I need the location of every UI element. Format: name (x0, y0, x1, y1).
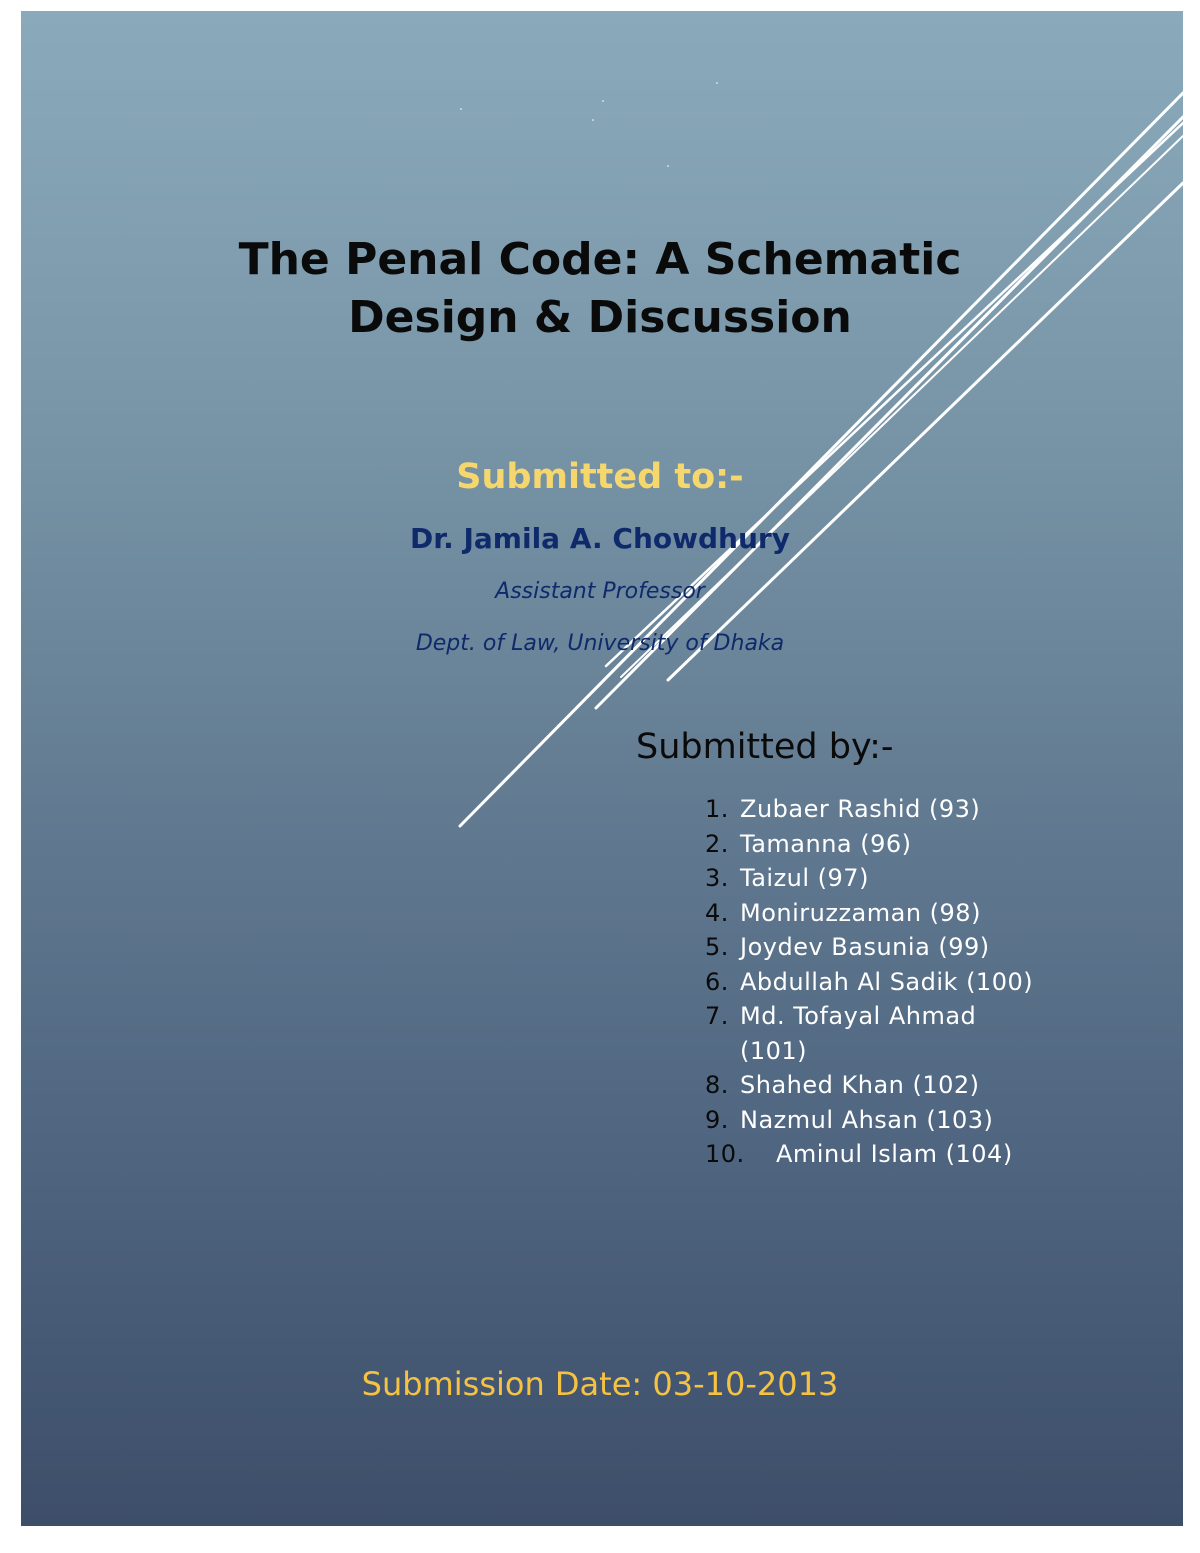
list-item (705, 827, 1045, 862)
submitted-to-heading: Submitted to:- (456, 457, 744, 497)
submission-date: Submission Date: 03-10-2013 (361, 1365, 839, 1403)
list-number: 7. (705, 1002, 729, 1030)
title-line-2: Design & Discussion (348, 292, 852, 343)
list-number: 8. (705, 1071, 729, 1099)
member-name: Zubaer Rashid (93) (740, 795, 981, 823)
submitted-by-heading: Submitted by:- (636, 727, 894, 767)
list-number: 4. (705, 898, 729, 927)
deco-dot (667, 165, 669, 167)
deco-dot (592, 119, 594, 121)
supervisor-department: Dept. of Law, University of Dhaka (415, 631, 785, 656)
member-name: Nazmul Ahsan (103) (740, 1105, 994, 1134)
list-item (705, 1137, 1045, 1172)
list-number: 3. (705, 864, 729, 892)
member-name: Md. Tofayal Ahmad (101) (740, 1002, 977, 1065)
title-line-1: The Penal Code: A Schematic (238, 234, 962, 285)
member-name: Joydev Basunia (99) (740, 933, 990, 961)
list-item (705, 896, 1045, 931)
list-item (705, 999, 1045, 1068)
deco-dot (602, 100, 604, 102)
member-name: Moniruzzaman (98) (740, 898, 981, 927)
deco-dot (716, 82, 718, 84)
list-number: 10. (705, 1140, 745, 1168)
list-item (705, 965, 1045, 1000)
list-number: 6. (705, 967, 729, 996)
member-name: Abdullah Al Sadik (100) (740, 967, 1034, 996)
member-name: Tamanna (96) (740, 829, 912, 858)
deco-dot (460, 108, 462, 110)
supervisor-designation: Assistant Professor (495, 579, 705, 604)
list-number: 2. (705, 829, 729, 858)
document-title (21, 231, 1179, 347)
member-name: Taizul (97) (740, 864, 869, 892)
list-item (705, 1103, 1045, 1138)
list-number: 5. (705, 933, 729, 961)
list-item (705, 930, 1045, 965)
list-item (705, 1068, 1045, 1103)
member-name: Aminul Islam (104) (776, 1140, 1013, 1168)
supervisor-name: Dr. Jamila A. Chowdhury (410, 522, 790, 555)
list-item (705, 792, 1045, 827)
list-item (705, 861, 1045, 896)
list-number: 9. (705, 1105, 729, 1134)
cover-page (21, 11, 1183, 1526)
member-list (705, 792, 1045, 1172)
list-number: 1. (705, 795, 729, 823)
member-name: Shahed Khan (102) (740, 1071, 980, 1099)
